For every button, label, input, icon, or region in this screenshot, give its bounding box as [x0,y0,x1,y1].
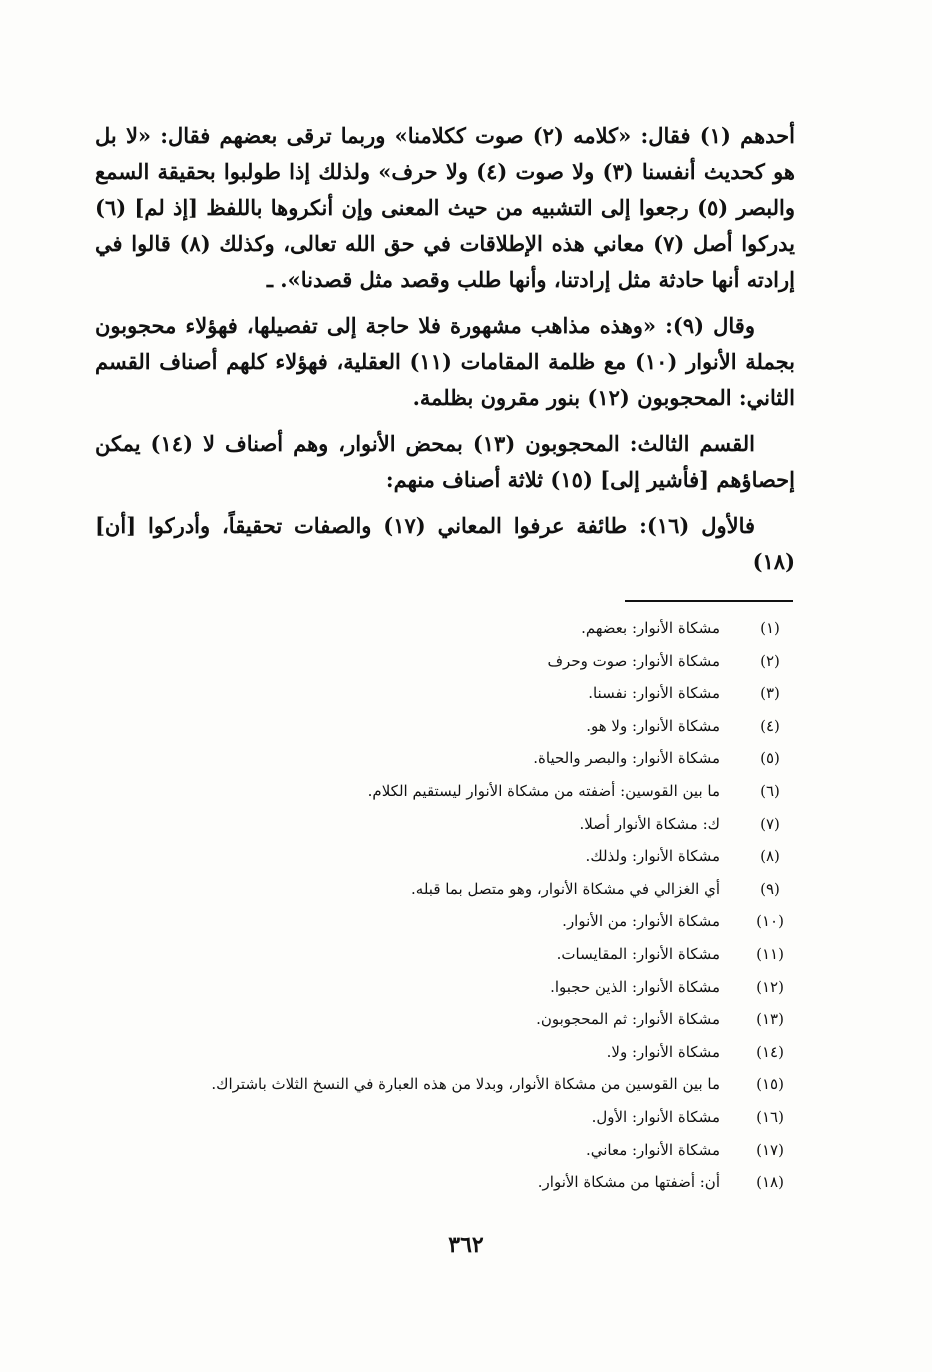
footnote-text: مشكاة الأنوار: والبصر والحياة. [533,749,720,768]
footnote-text: مشكاة الأنوار: من الأنوار. [562,912,720,931]
footnote [100,1068,820,1101]
footnote-number: (١٤) [756,1042,784,1061]
footnote-text: مشكاة الأنوار: الذين حجبوا. [550,977,720,996]
footnote-text: مشكاة الأنوار: ثم المحجوبون. [536,1010,720,1029]
footnote-number: (١٣) [756,1010,784,1029]
footnote-number: (٦) [760,781,780,800]
footnote-text: ك: مشكاة الأنوار أصلا. [579,814,720,833]
footnote-text: مشكاة الأنوار: نفسنا. [588,684,720,703]
footnote-number: (١) [760,619,780,637]
footnote [100,775,820,808]
footnote [100,873,820,906]
footnote-number: (١١) [756,944,784,963]
footnote [100,645,820,678]
footnote [100,710,820,743]
footnote-number: (٩) [760,879,780,898]
footnotes-list [100,612,820,1199]
footnote-text: مشكاة الأنوار: صوت وحرف [547,651,720,670]
footnote [100,742,820,775]
footnote [100,971,820,1004]
footnote [100,1134,820,1167]
footnote-separator [625,600,793,602]
footnote-number: (١٨) [756,1173,784,1192]
footnote [100,1101,820,1134]
footnote-number: (١٠) [756,912,784,931]
footnote-text: مشكاة الأنوار: المقايسات. [556,944,720,963]
page-number: ٣٦٢ [448,1232,484,1258]
footnote [100,840,820,873]
footnote-text: مشكاة الأنوار: معاني. [585,1140,720,1159]
footnote-text: مشكاة الأنوار: الأول. [591,1107,720,1126]
footnote-number: (١٢) [756,977,784,996]
body-paragraph: وقال (٩): «وهذه مذاهب مشهورة فلا حاجة إلى تفصيلها، فهؤلاء محجوبون بجملة الأنوار (١٠) مع ظلمة المقامات (١١) العقلية، فهؤلاء كلهم أصناف القسم الثاني: المحجوبون (١٢) بنور مقرون بظلمة. [95,313,795,410]
footnote-number: (٢) [760,651,780,670]
footnote-number: (١٧) [756,1140,784,1159]
footnote [100,938,820,971]
footnote [100,612,820,645]
footnote-number: (١٦) [756,1107,784,1126]
footnote-text: مشكاة الأنوار: بعضهم. [581,619,720,637]
footnote-number: (١٥) [756,1075,784,1094]
body-paragraph: القسم الثالث: المحجوبون (١٣) بمحض الأنوار، وهم أصناف لا (١٤) يمكن إحصاؤهم [فأشير إلى] (١٥) ثلاثة أصناف منهم: [95,431,795,492]
footnote [100,677,820,710]
footnote-number: (٣) [760,684,780,703]
body-paragraph: أحدهم (١) فقال: «كلامه (٢) صوت ككلامنا» وربما ترقى بعضهم فقال: «لا بل هو كحديث أنفسنا (٣) ولا صوت (٤) ولا حرف» ولذلك إذا طولبوا بحقيقة السمع والبصر (٥) رجعوا إلى التشبيه من حيث المعنى وإن أنكروها باللفظ [إذ لم] (٦) يدركوا أصل (٧) معاني هذه الإطلاقات في حق الله تعالى، وكذلك (٨) قالوا في إرادته أنها حادثة مثل إرادتنا، وأنها طلب وقصد مثل قصدنا». ـ [95,123,795,292]
footnote-number: (٧) [760,814,780,833]
footnote-text: ما بين القوسين من مشكاة الأنوار، وبدلا من هذه العبارة في النسخ الثلاث باشتراك. [211,1075,720,1094]
footnote-text: مشكاة الأنوار: ولذلك. [585,847,720,866]
main-text [95,118,795,590]
footnote-text: مشكاة الأنوار: ولا هو. [586,716,720,735]
footnote [100,1003,820,1036]
footnote-text: أي الغزالي في مشكاة الأنوار، وهو متصل بما قبله. [411,879,720,898]
footnote-text: أن: أضفتها من مشكاة الأنوار. [537,1173,720,1192]
footnote-number: (٤) [760,716,780,735]
footnote-text: مشكاة الأنوار: ولا. [606,1042,720,1061]
footnote [100,1036,820,1069]
footnote [100,905,820,938]
footnote [100,808,820,841]
footnote [100,1166,820,1199]
footnote-number: (٨) [760,847,780,866]
footnote-text: ما بين القوسين: أضفته من مشكاة الأنوار ليستقيم الكلام. [367,781,720,800]
body-paragraph: فالأول (١٦): طائفة عرفوا المعاني (١٧) والصفات تحقيقاً، وأدركوا [أن] (١٨) [95,513,795,574]
footnote-number: (٥) [760,749,780,768]
